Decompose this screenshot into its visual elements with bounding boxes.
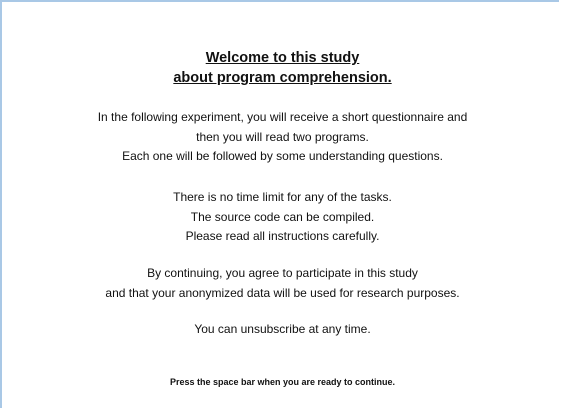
continue-prompt: Press the space bar when you are ready to continue. (169, 377, 396, 387)
unsubscribe-line: You can unsubscribe at any time. (194, 322, 371, 336)
intro-paragraph (4, 108, 561, 167)
intro-line: then you will read two programs. (196, 129, 369, 144)
page-title (4, 48, 561, 88)
intro-line: Each one will be followed by some understanding questions. (122, 149, 443, 163)
rules-paragraph (4, 188, 561, 247)
consent-line: By continuing, you agree to participate in this study (147, 266, 418, 280)
rules-line: Please read all instructions carefully. (185, 229, 380, 243)
title-line-2: about program comprehension. (173, 70, 392, 86)
intro-line: In the following experiment, you will receive a short questionnaire and (97, 110, 468, 124)
consent-line: and that your anonymized data will be used for research purposes. (105, 285, 460, 300)
title-line-1: Welcome to this study (205, 50, 360, 66)
rules-line: The source code can be compiled. (190, 209, 375, 224)
unsubscribe-paragraph (4, 320, 561, 340)
consent-paragraph (4, 264, 561, 303)
rules-line: There is no time limit for any of the tasks. (173, 190, 392, 204)
